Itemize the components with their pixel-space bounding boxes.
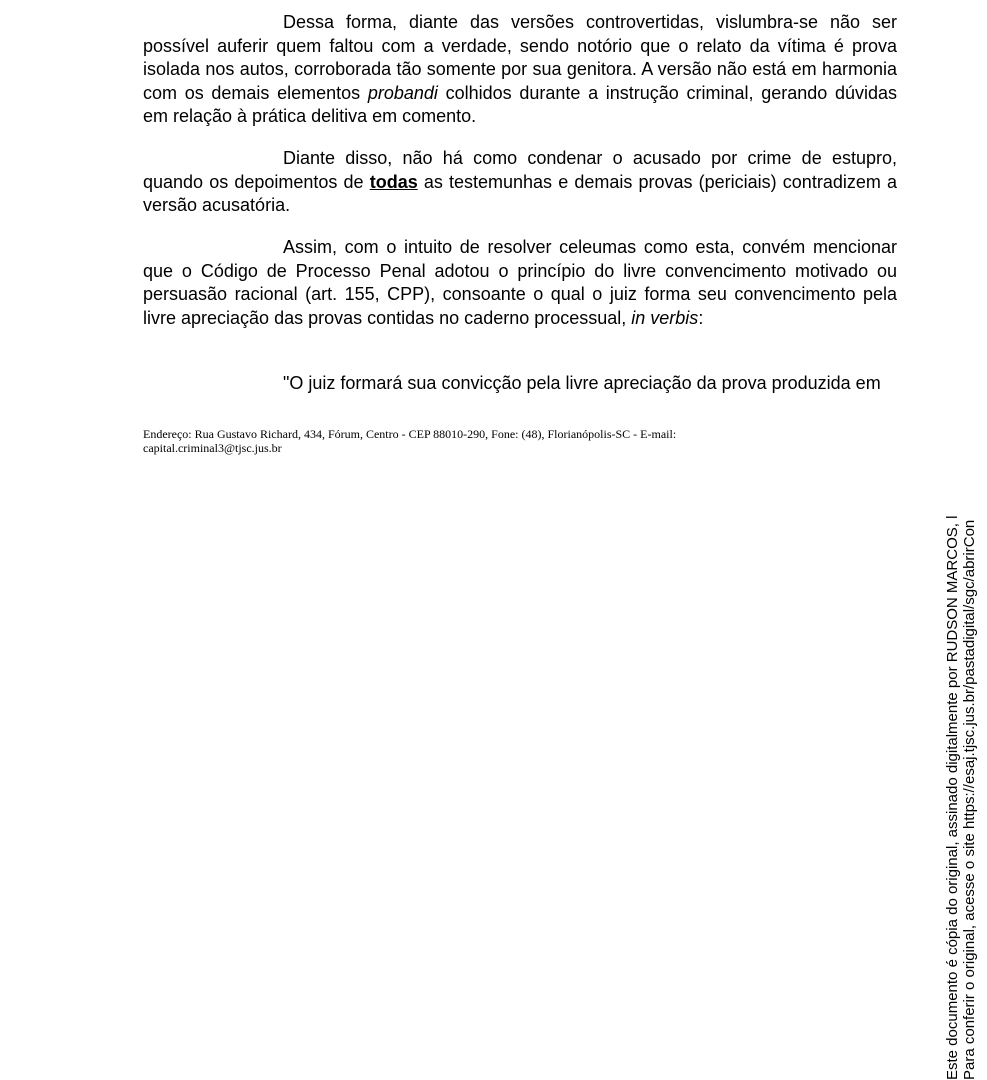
paragraph-4-text: "O juiz formará sua convicção pela livre apreciação da prova produzida em xyxy=(283,373,881,393)
paragraph-4-quote xyxy=(143,372,897,396)
stamp-line-1: Este documento é cópia do original, assinado digitalmente por RUDSON MARCOS, l xyxy=(944,515,961,1080)
paragraph-3 xyxy=(143,236,897,330)
paragraph-2-text-a: Diante disso, não há como condenar o acusado por crime de estupro, quando os depoimentos de xyxy=(143,148,897,192)
paragraph-2 xyxy=(143,147,897,218)
paragraph-3-italic-term: in verbis xyxy=(631,307,699,328)
paragraph-2-text-b: as testemunhas e demais provas (periciais) contradizem a versão acusatória. xyxy=(143,171,897,215)
paragraph-2-emphasis: todas xyxy=(369,171,418,192)
paragraph-1-text-b: colhidos durante a instrução criminal, gerando dúvidas em relação à prática delitiva em comento. xyxy=(143,82,897,126)
paragraph-3-text-a: Assim, com o intuito de resolver celeumas como esta, convém mencionar que o Código de Processo Penal adotou o princípio do livre convencimento motivado ou persuasão racional (art. 155, CPP), consoante o qual o juiz forma seu convencimento pela livre apreciação das provas contidas no caderno processual, xyxy=(143,237,897,328)
paragraph-1-italic-term: probandi xyxy=(367,82,438,103)
paragraph-1 xyxy=(143,11,897,129)
footer-line-2: capital.criminal3@tjsc.jus.br xyxy=(143,441,282,455)
paragraph-3-text-b: : xyxy=(698,307,704,328)
digital-signature-stamp xyxy=(938,0,987,1080)
footer-line-1: Endereço: Rua Gustavo Richard, 434, Fórum, Centro - CEP 88010-290, Fone: (48), Florianópolis-SC - E-mail: xyxy=(143,427,677,441)
stamp-line-2: Para conferir o original, acesse o site https://esaj.tjsc.jus.br/pastadigital/sgc/abrirCon xyxy=(961,519,978,1080)
footer-address xyxy=(143,427,843,455)
paragraph-1-text-a: Dessa forma, diante das versões controvertidas, vislumbra-se não ser possível auferir quem faltou com a verdade, sendo notório que o relato da vítima é prova isolada nos autos, corroborada tão somente por sua genitora. A versão não está em harmonia com os demais elementos xyxy=(143,12,897,103)
